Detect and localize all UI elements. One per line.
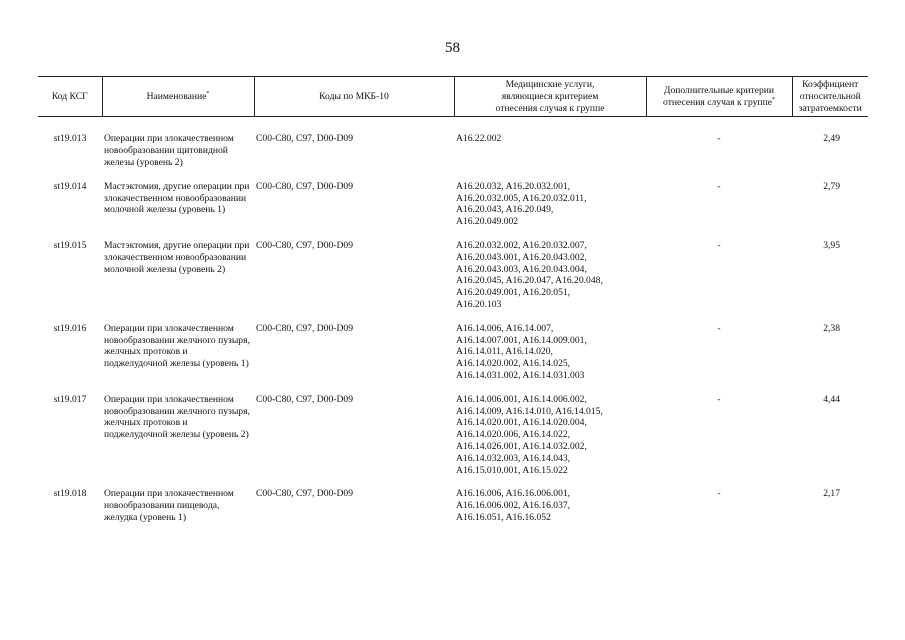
- row-code: st19.013: [53, 133, 87, 145]
- row-code: st19.016: [53, 322, 87, 334]
- table-row: [38, 394, 868, 489]
- table-row: [38, 240, 868, 323]
- row-mkb: C00-C80, C97, D00-D09: [256, 133, 354, 145]
- row-services: A16.14.006.001, A16.14.006.002, A16.14.009, A16.14.010, A16.14.015, A16.14.020.001, A16.14.020.004, A16.14.020.006, A16.14.022, A16.14.026.001, A16.14.032.002, A16.14.032.003, A16.14.043, A16.15.010.001, A16.15.022: [456, 393, 603, 476]
- row-name: Операции при злокачественном новообразовании пищевода, желудка (уровень 1): [104, 488, 234, 523]
- row-coefficient: 2,38: [823, 322, 840, 334]
- row-coefficient: 4,44: [823, 393, 840, 405]
- row-extra-criteria: -: [717, 180, 721, 192]
- row-services: A16.16.006, A16.16.006.001, A16.16.006.002, A16.16.037, A16.16.051, A16.16.052: [456, 488, 571, 523]
- row-coefficient: 2,49: [823, 133, 840, 145]
- row-coefficient: 2,79: [823, 180, 840, 192]
- header-services: Медицинские услуги, являющиеся критерием отнесения случая к группе: [454, 77, 646, 117]
- page-number: 58: [445, 40, 460, 56]
- row-name: Мастэктомия, другие операции при злокачественном новообразовании молочной железы (уровень 2): [104, 239, 250, 275]
- row-code: st19.017: [53, 393, 87, 405]
- header-coefficient: Коэффициент относительной затратоемкости: [792, 77, 868, 117]
- row-mkb: C00-C80, C97, D00-D09: [256, 239, 354, 251]
- header-code: Код КСГ: [38, 77, 102, 117]
- row-services: A16.20.032, A16.20.032.001, A16.20.032.005, A16.20.032.011, A16.20.043, A16.20.049, A16.20.049.002: [456, 180, 587, 228]
- row-extra-criteria: -: [717, 133, 721, 145]
- row-code: st19.018: [53, 488, 87, 500]
- row-mkb: C00-C80, C97, D00-D09: [256, 488, 354, 500]
- row-coefficient: 3,95: [823, 239, 840, 251]
- row-coefficient: 2,17: [823, 488, 840, 500]
- row-extra-criteria: -: [717, 393, 721, 405]
- table-row: [38, 323, 868, 394]
- table-row: [38, 181, 868, 240]
- row-services: A16.20.032.002, A16.20.032.007, A16.20.043.001, A16.20.043.002, A16.20.043.003, A16.20.043.004, A16.20.045, A16.20.047, A16.20.048, A16.20.049.001, A16.20.051, A16.20.103: [456, 239, 603, 310]
- row-extra-criteria: -: [717, 488, 721, 500]
- table-header-row: [38, 77, 868, 117]
- row-mkb: C00-C80, C97, D00-D09: [256, 180, 354, 192]
- row-name: Мастэктомия, другие операции при злокачественном новообразовании молочной железы (уровень 1): [104, 180, 250, 216]
- header-name: Наименование*: [102, 77, 254, 117]
- table-row: [38, 117, 868, 181]
- header-extra-criteria: Дополнительные критерии отнесения случая к группе*: [646, 77, 792, 117]
- row-name: Операции при злокачественном новообразовании желчного пузыря, желчных протоков и поджелудочной железы (уровень 2): [104, 393, 250, 441]
- row-extra-criteria: -: [717, 239, 721, 251]
- row-services: A16.22.002: [456, 133, 502, 145]
- row-name: Операции при злокачественном новообразовании желчного пузыря, желчных протоков и поджелудочной железы (уровень 1): [104, 322, 250, 370]
- row-code: st19.015: [53, 239, 87, 251]
- table-row: [38, 488, 868, 535]
- row-code: st19.014: [53, 180, 87, 192]
- row-name: Операции при злокачественном новообразовании щитовидной железы (уровень 2): [104, 133, 234, 168]
- row-extra-criteria: -: [717, 322, 721, 334]
- row-mkb: C00-C80, C97, D00-D09: [256, 393, 354, 405]
- row-services: A16.14.006, A16.14.007, A16.14.007.001, A16.14.009.001, A16.14.011, A16.14.020, A16.14.020.002, A16.14.025, A16.14.031.002, A16.14.031.003: [456, 322, 587, 381]
- ksg-table: [38, 76, 868, 536]
- row-mkb: C00-C80, C97, D00-D09: [256, 322, 354, 334]
- header-mkb: Коды по МКБ-10: [254, 77, 454, 117]
